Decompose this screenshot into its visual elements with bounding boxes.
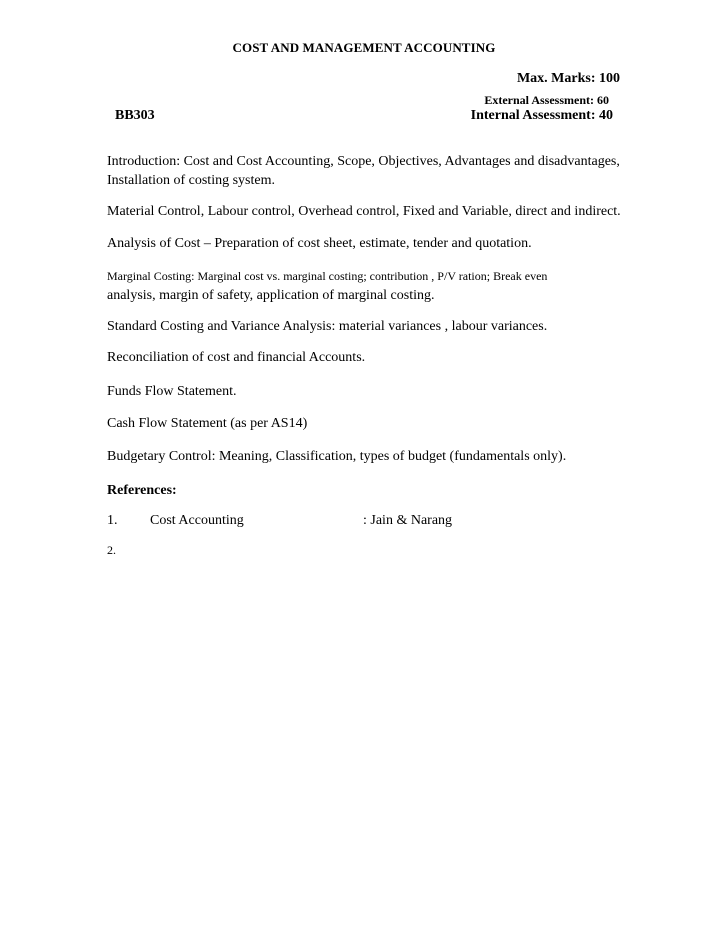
marginal-costing-line-1: Marginal Costing: Marginal cost vs. marginal costing; contribution , P/V ration; Break even <box>107 269 548 283</box>
introduction-topic: Introduction: Cost and Cost Accounting, Scope, Objectives, Advantages and disadvantages, Installation of costing system. <box>107 154 620 188</box>
cash-flow-topic: Cash Flow Statement (as per AS14) <box>107 416 308 431</box>
marginal-costing-line-2: analysis, margin of safety, application of marginal costing. <box>107 288 435 303</box>
budgetary-control-topic: Budgetary Control: Meaning, Classification, types of budget (fundamentals only). <box>107 449 567 464</box>
reference-number: 1. <box>107 513 118 528</box>
references-heading: References: <box>107 483 177 498</box>
reference-number-2: 2. <box>107 543 116 557</box>
control-topic: Material Control, Labour control, Overhead control, Fixed and Variable, direct and indirect. <box>107 204 621 219</box>
reference-author: : Jain & Narang <box>363 513 453 528</box>
standard-costing-topic: Standard Costing and Variance Analysis: material variances , labour variances. <box>107 319 548 334</box>
funds-flow-topic: Funds Flow Statement. <box>107 384 237 399</box>
course-code: BB303 <box>115 108 155 123</box>
page-title: COST AND MANAGEMENT ACCOUNTING <box>232 40 496 55</box>
reference-title: Cost Accounting <box>150 513 244 528</box>
external-assessment: External Assessment: 60 <box>484 93 609 107</box>
analysis-topic: Analysis of Cost – Preparation of cost sheet, estimate, tender and quotation. <box>107 236 532 251</box>
reconciliation-topic: Reconciliation of cost and financial Accounts. <box>107 350 366 365</box>
internal-assessment: Internal Assessment: 40 <box>470 108 613 123</box>
marginal-costing-topic <box>107 267 647 305</box>
max-marks: Max. Marks: 100 <box>516 71 620 86</box>
